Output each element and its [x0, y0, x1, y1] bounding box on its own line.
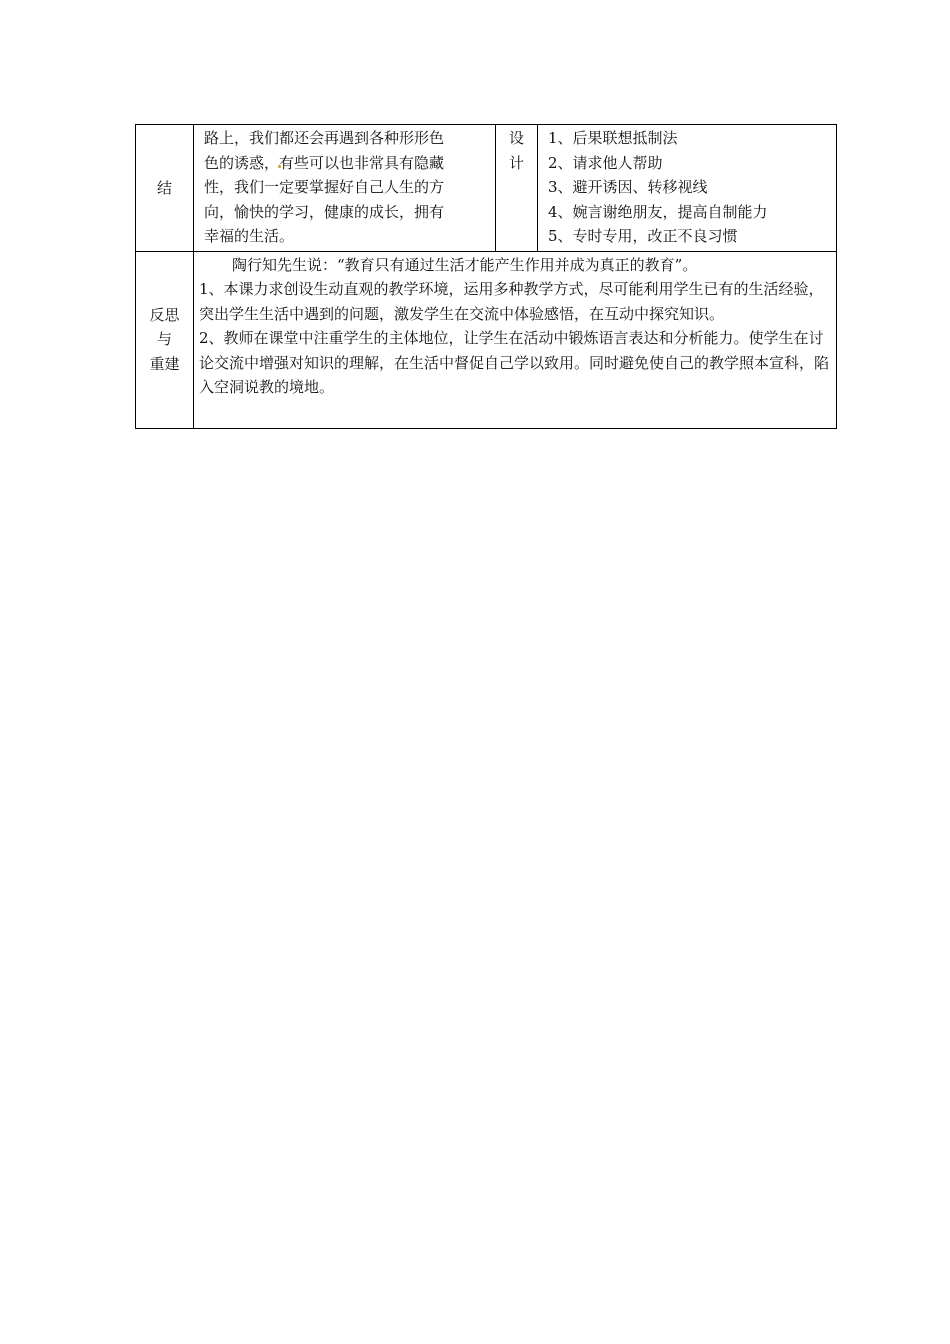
summary-line: 向，愉快的学习，健康的成长，拥有: [204, 202, 445, 221]
summary-row: [136, 125, 837, 252]
reflection-quote: 陶行知先生说：“教育只有通过生活才能产生作用并成为真正的教育”。: [232, 255, 698, 274]
design-label-cell: [496, 125, 538, 252]
summary-line: 路上，我们都还会再遇到各种形形色: [204, 129, 445, 147]
design-label-char: 设: [508, 129, 524, 147]
reflection-label-line: 反思: [149, 305, 180, 324]
design-item: 2、请求他人帮助: [548, 153, 663, 172]
design-item: 4、婉言谢绝朋友，提高自制能力: [548, 202, 768, 221]
reflection-point-1: 1、本课力求创设生动直观的教学环境，运用多种教学方式，尽可能利用学生已有的生活经验，突出学生生活中遇到的问题，激发学生在交流中体验感悟，在互动中探究知识。: [199, 280, 824, 323]
summary-label: 结: [156, 178, 172, 197]
reflection-text-cell: [194, 251, 837, 428]
reflection-label-line: 重建: [149, 354, 180, 373]
summary-label-cell: [136, 125, 194, 252]
design-item: 1、后果联想抵制法: [548, 129, 678, 147]
design-list-cell: [538, 125, 837, 252]
summary-line: 幸福的生活。: [204, 227, 295, 245]
summary-line-part: 色的诱惑，有些可以也非常具有隐藏: [204, 153, 445, 172]
reflection-row: [136, 251, 837, 428]
summary-text-cell: [194, 125, 496, 252]
summary-line: [204, 151, 489, 176]
summary-line: 性，我们一定要掌握好自己人生的方: [204, 178, 445, 196]
reflection-label-cell: [136, 251, 194, 428]
design-item: 5、专时专用，改正不良习惯: [548, 227, 738, 245]
lesson-plan-table: [135, 124, 837, 429]
reflection-point-2: 2、教师在课堂中注重学生的主体地位，让学生在活动中锻炼语言表达和分析能力。使学生在讨论交流中增强对知识的理解，在生活中督促自己学以致用。同时避免使自己的教学照本宣科，陷入空洞说教的境地。: [199, 329, 830, 396]
design-label-char: 计: [508, 153, 524, 172]
reflection-label-line: 与: [156, 330, 172, 349]
design-item: 3、避开诱因、转移视线: [548, 178, 708, 196]
